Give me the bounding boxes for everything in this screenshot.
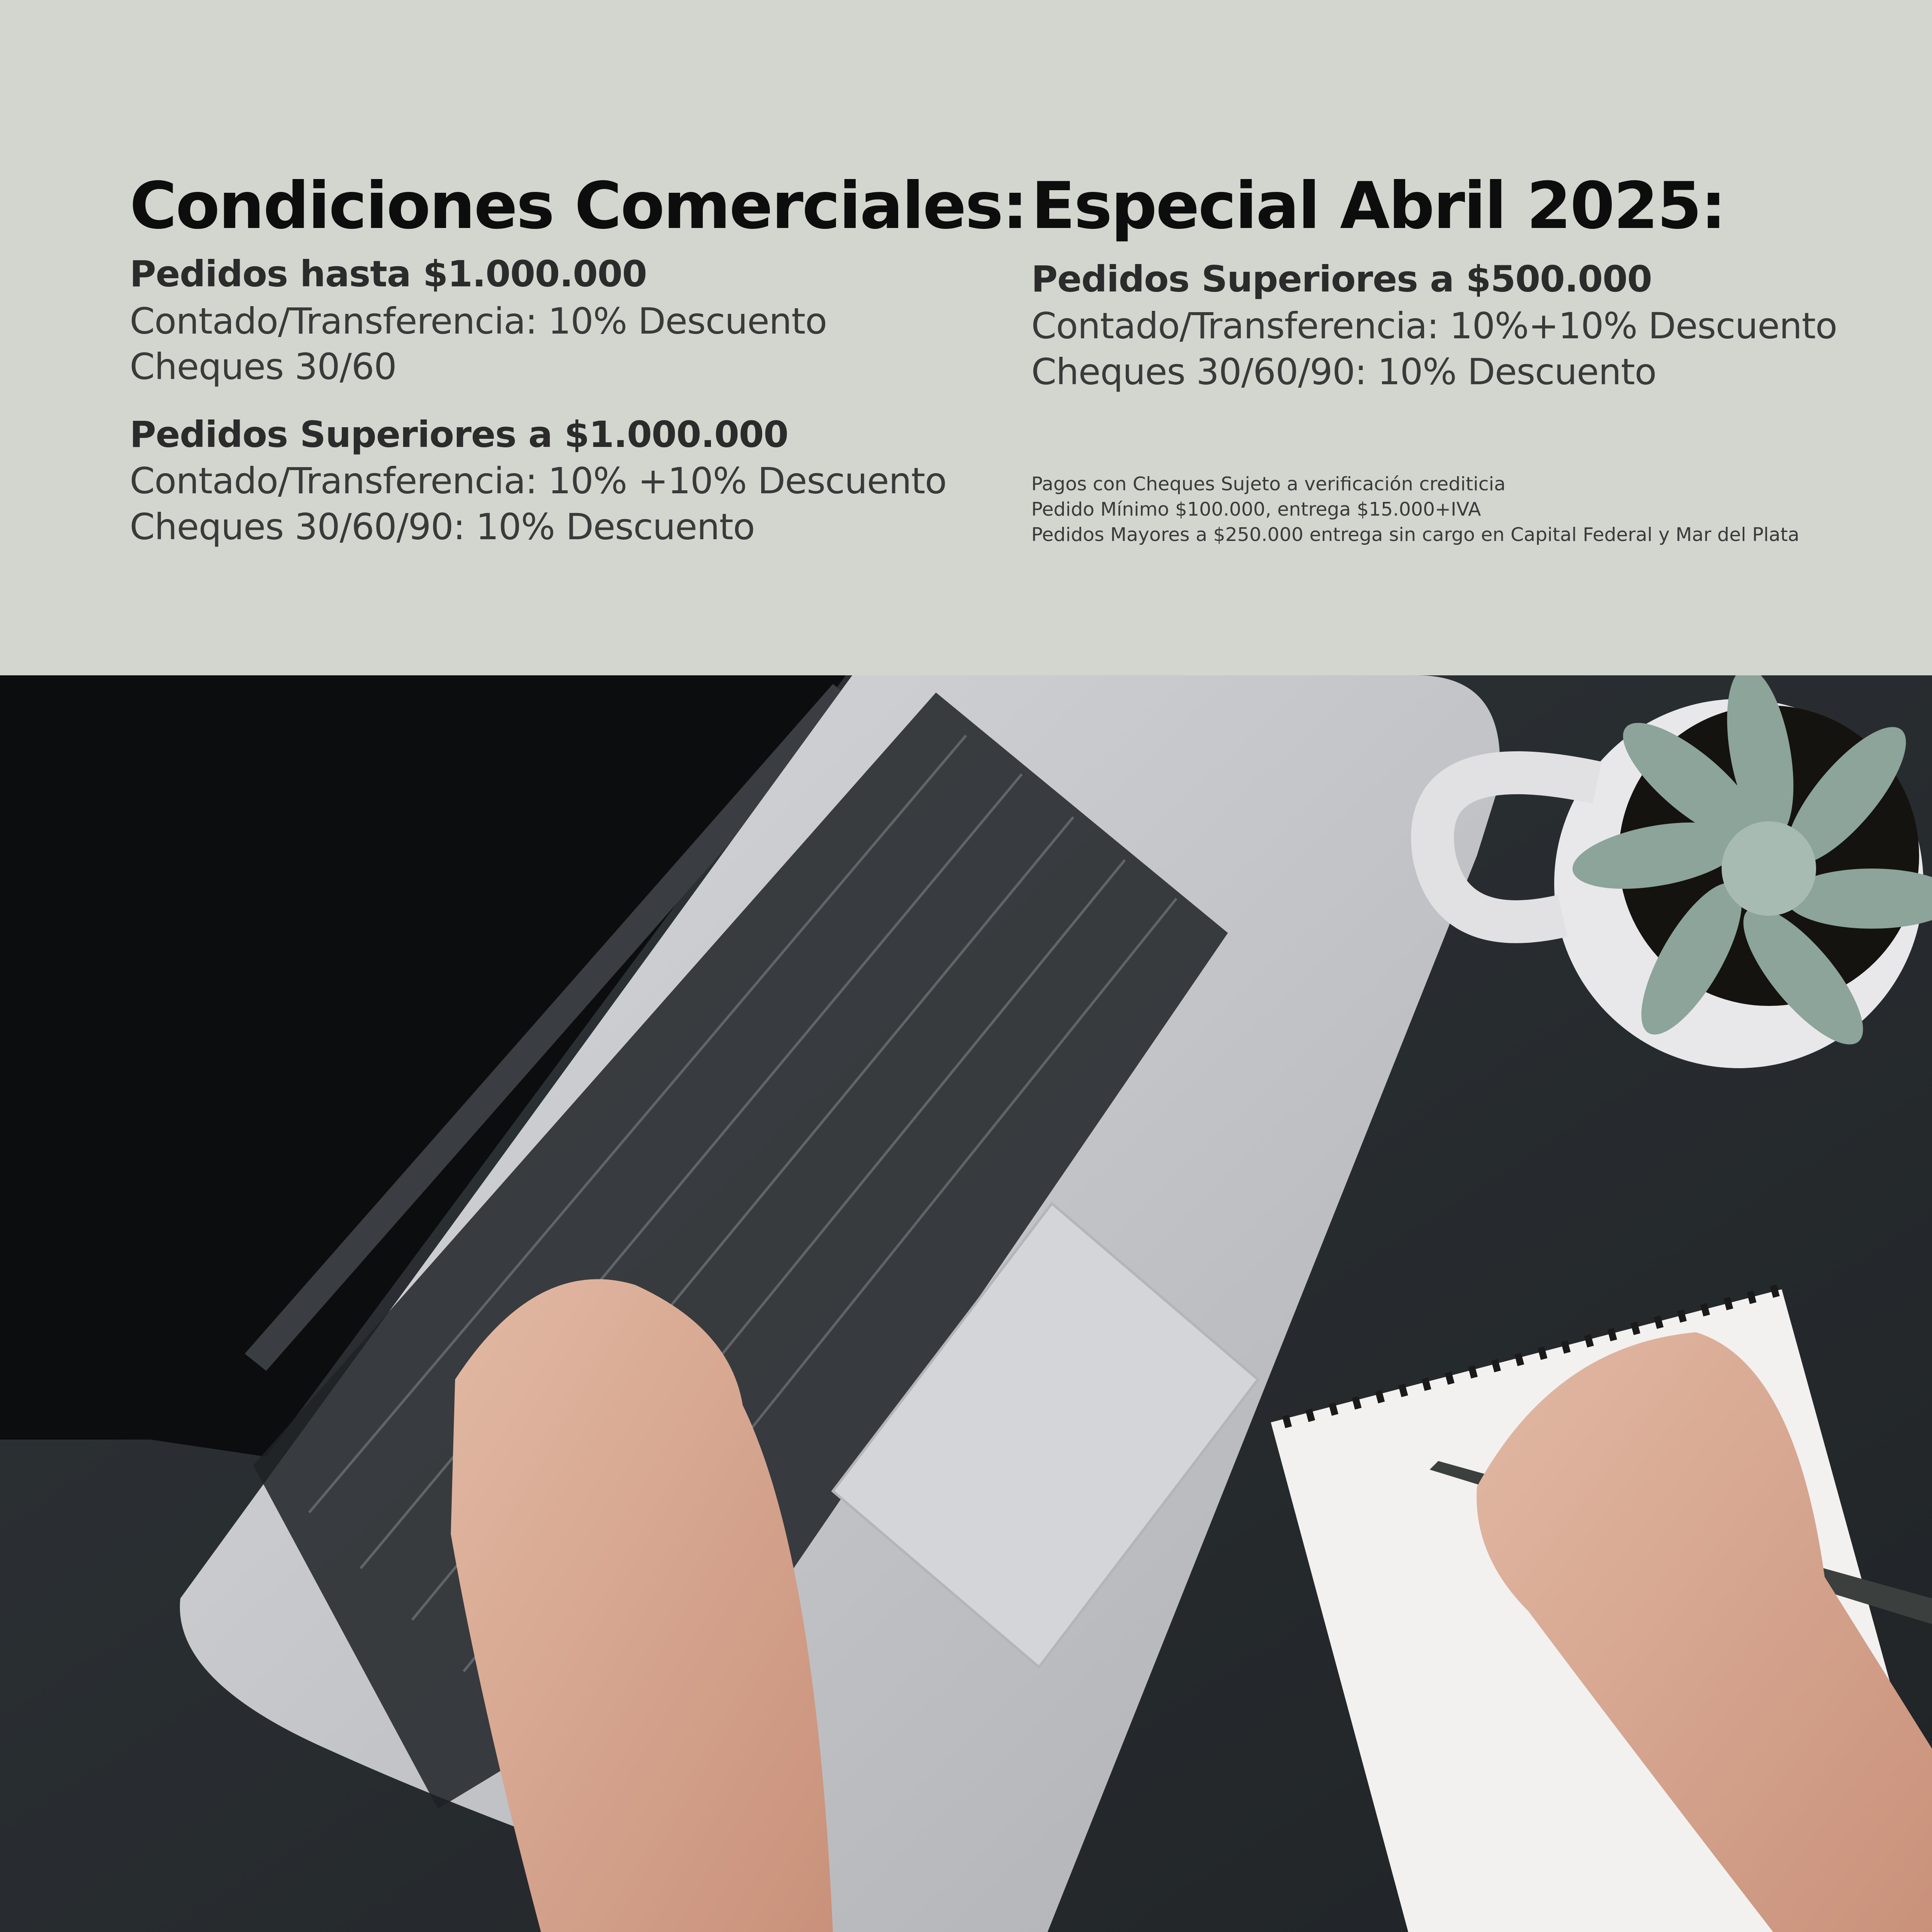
special-cash-line: Contado/Transferencia: 10%+10% Descuento [1031, 305, 1837, 347]
orders-up-to-cheques-line: Cheques 30/60 [130, 346, 397, 388]
orders-up-to-heading: Pedidos hasta $1.000.000 [130, 253, 647, 295]
orders-up-to-cash-line: Contado/Transferencia: 10% Descuento [130, 300, 827, 342]
special-cheques-line: Cheques 30/60/90: 10% Descuento [1031, 351, 1656, 393]
commercial-conditions-title: Condiciones Comerciales: [130, 169, 1027, 243]
note-minimum-order: Pedido Mínimo $100.000, entrega $15.000+IVA [1031, 498, 1481, 520]
note-cheque-verification: Pagos con Cheques Sujeto a verificación crediticia [1031, 473, 1506, 495]
conditions-panel [0, 0, 1932, 675]
orders-above-heading: Pedidos Superiores a $1.000.000 [130, 413, 788, 456]
april-special-title: Especial Abril 2025: [1031, 169, 1725, 243]
orders-above-cash-line: Contado/Transferencia: 10% +10% Descuento [130, 460, 947, 502]
workspace-photo [0, 675, 1932, 1932]
note-free-delivery: Pedidos Mayores a $250.000 entrega sin cargo en Capital Federal y Mar del Plata [1031, 524, 1800, 546]
special-orders-heading: Pedidos Superiores a $500.000 [1031, 258, 1652, 300]
orders-above-cheques-line: Cheques 30/60/90: 10% Descuento [130, 506, 755, 548]
